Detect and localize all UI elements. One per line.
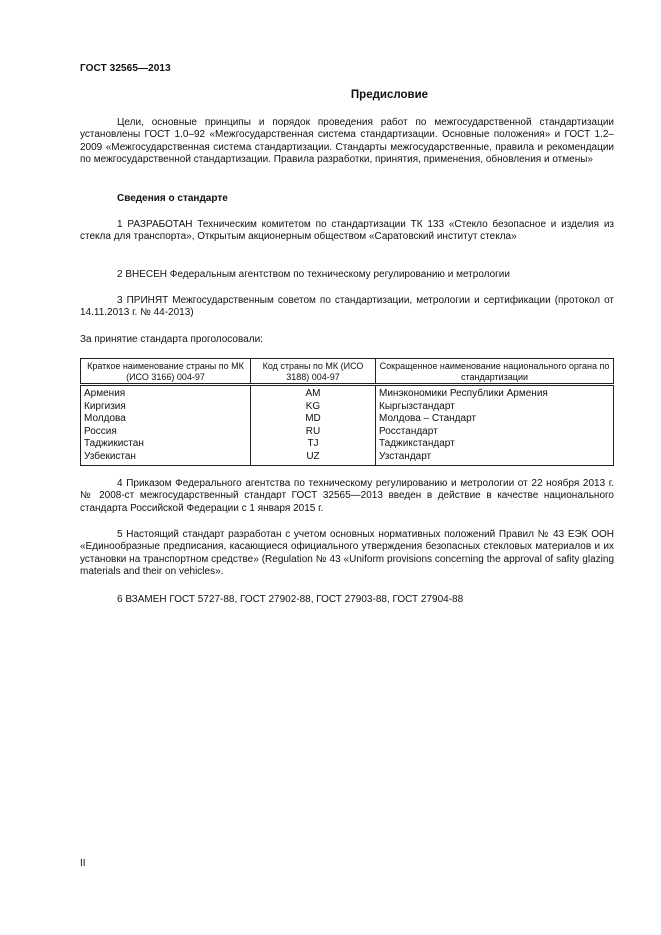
- intro-paragraph: Цели, основные принципы и порядок проведения работ по межгосударственной стандартизации установлены ГОСТ 1.0–92 «Межгосударственная система стандартизации. Основные положения» и ГОСТ 1.2–2009 «Межгосударственная система стандартизации. Стандарты межгосударственные, правила и рекомендации по межгосударственной стандартизации. Правила разработки, принятия, применения, обновления и отмены»: [80, 117, 614, 165]
- document-header: ГОСТ 32565—2013: [80, 63, 171, 74]
- item-2-paragraph: 2 ВНЕСЕН Федеральным агентством по техническому регулированию и метрологии: [117, 269, 510, 280]
- organ-cell: Минэкономики Республики Армения: [376, 385, 614, 401]
- table-row: [81, 401, 614, 414]
- country-cell: Россия: [81, 426, 251, 439]
- table-row: [81, 385, 614, 401]
- country-cell: Узбекистан: [81, 451, 251, 466]
- table-row: [81, 451, 614, 466]
- code-cell: RU: [251, 426, 376, 439]
- item-3-paragraph: 3 ПРИНЯТ Межгосударственным советом по стандартизации, метрологии и сертификации (протокол от 14.11.2013 г. № 44-2013): [80, 295, 614, 319]
- country-cell: Киргизия: [81, 401, 251, 414]
- page-title: [80, 89, 585, 101]
- page-number: II: [80, 858, 86, 869]
- table-row: [81, 413, 614, 426]
- code-cell: TJ: [251, 438, 376, 451]
- organ-cell: Росстандарт: [376, 426, 614, 439]
- code-cell: AM: [251, 385, 376, 401]
- section-heading: Сведения о стандарте: [117, 193, 228, 204]
- organ-cell: Узстандарт: [376, 451, 614, 466]
- table-header-country: Краткое наименование страны по МК (ИСО 3166) 004-97: [81, 359, 251, 385]
- item-5-paragraph: 5 Настоящий стандарт разработан с учетом основных нормативных положений Правил № 43 ЕЭК ООН «Единообразные предписания, касающиеся официального утверждения безопасных стекловых материалов и их установки на транспортном средстве» (Regulation № 43 «Uniform provisions concerning the approval of safity glazing materials and their on vehicles».: [80, 529, 614, 577]
- organ-cell: Таджикстандарт: [376, 438, 614, 451]
- code-cell: KG: [251, 401, 376, 414]
- table-row: [81, 426, 614, 439]
- voting-table: [80, 358, 614, 466]
- item-1-paragraph: 1 РАЗРАБОТАН Техническим комитетом по стандартизации ТК 133 «Стекло безопасное и изделия из стекла для транспорта», Открытым акционерным обществом «Саратовский институт стекла»: [80, 219, 614, 243]
- organ-cell: Молдова – Стандарт: [376, 413, 614, 426]
- table-header-organ: Сокращенное наименование национального органа по стандартизации: [376, 359, 614, 385]
- vote-intro: За принятие стандарта проголосовали:: [80, 334, 263, 345]
- country-cell: Таджикистан: [81, 438, 251, 451]
- table-row: [81, 438, 614, 451]
- country-cell: Молдова: [81, 413, 251, 426]
- item-4-paragraph: 4 Приказом Федерального агентства по техническому регулированию и метрологии от 22 ноября 2013 г. № 2008-ст межгосударственный стандарт ГОСТ 32565—2013 введен в действие в качестве национального стандарта Российской Федерации с 1 января 2015 г.: [80, 478, 614, 514]
- country-cell: Армения: [81, 385, 251, 401]
- organ-cell: Кыргызстандарт: [376, 401, 614, 414]
- code-cell: UZ: [251, 451, 376, 466]
- item-6-paragraph: 6 ВЗАМЕН ГОСТ 5727-88, ГОСТ 27902-88, ГОСТ 27903-88, ГОСТ 27904-88: [117, 594, 464, 605]
- code-cell: MD: [251, 413, 376, 426]
- table-header-code: Код страны по МК (ИСО 3188) 004-97: [251, 359, 376, 385]
- page-title-text: Предисловие: [350, 89, 429, 101]
